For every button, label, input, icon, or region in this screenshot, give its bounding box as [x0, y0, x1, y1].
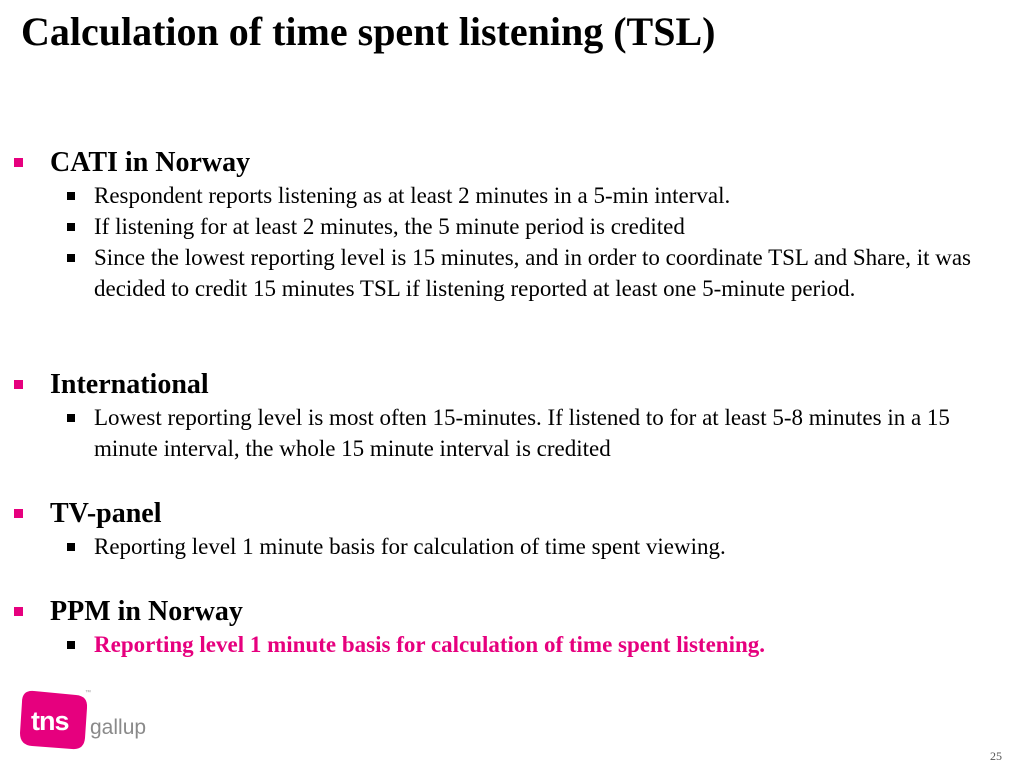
list-item [14, 211, 994, 242]
square-bullet-icon [67, 543, 75, 551]
bullet-list [14, 402, 994, 464]
bullet-list [14, 629, 994, 660]
section-heading [14, 368, 994, 402]
square-bullet-icon [67, 192, 75, 200]
square-bullet-icon [14, 607, 23, 616]
list-item-text: Lowest reporting level is most often 15-minutes. If listened to for at least 5-8 minutes in a 15 minute interval, the whole 15 minute interval is credited [94, 405, 950, 461]
section-ppm-norway [14, 595, 994, 660]
list-item [14, 180, 994, 211]
section-international [14, 368, 994, 464]
bullet-list [14, 531, 994, 562]
section-cati-norway [14, 146, 994, 304]
list-item-text: Reporting level 1 minute basis for calculation of time spent listening. [94, 632, 766, 657]
page-number: 25 [990, 749, 1002, 763]
list-item-text: Since the lowest reporting level is 15 minutes, and in order to coordinate TSL and Share, it was decided to credit 15 minutes TSL if listening reported at least one 5-minute period. [94, 245, 971, 301]
list-item-text: Respondent reports listening as at least 2 minutes in a 5-min interval. [94, 183, 731, 208]
square-bullet-icon [14, 380, 23, 389]
logo-subword: gallup [90, 716, 147, 739]
section-heading-text: International [50, 369, 209, 400]
list-item-highlighted [14, 629, 994, 660]
tns-gallup-logo [18, 690, 148, 750]
list-item-text: If listening for at least 2 minutes, the 5 minute period is credited [94, 214, 685, 239]
list-item [14, 242, 994, 304]
list-item [14, 402, 994, 464]
logo-trademark: ™ [85, 690, 91, 696]
bullet-list [14, 180, 994, 304]
square-bullet-icon [67, 254, 75, 262]
section-heading-text: CATI in Norway [50, 147, 251, 178]
slide-title: Calculation of time spent listening (TSL) [21, 9, 716, 54]
list-item-text: Reporting level 1 minute basis for calculation of time spent viewing. [94, 534, 726, 559]
logo-word: tns [31, 706, 69, 736]
section-tv-panel [14, 497, 994, 562]
section-heading [14, 146, 994, 180]
square-bullet-icon [14, 509, 23, 518]
square-bullet-icon [67, 223, 75, 231]
square-bullet-icon [14, 158, 23, 167]
section-heading-text: PPM in Norway [50, 596, 243, 627]
section-heading [14, 595, 994, 629]
section-heading [14, 497, 994, 531]
section-heading-text: TV-panel [50, 498, 162, 529]
square-bullet-icon [67, 641, 75, 649]
square-bullet-icon [67, 414, 75, 422]
list-item [14, 531, 994, 562]
